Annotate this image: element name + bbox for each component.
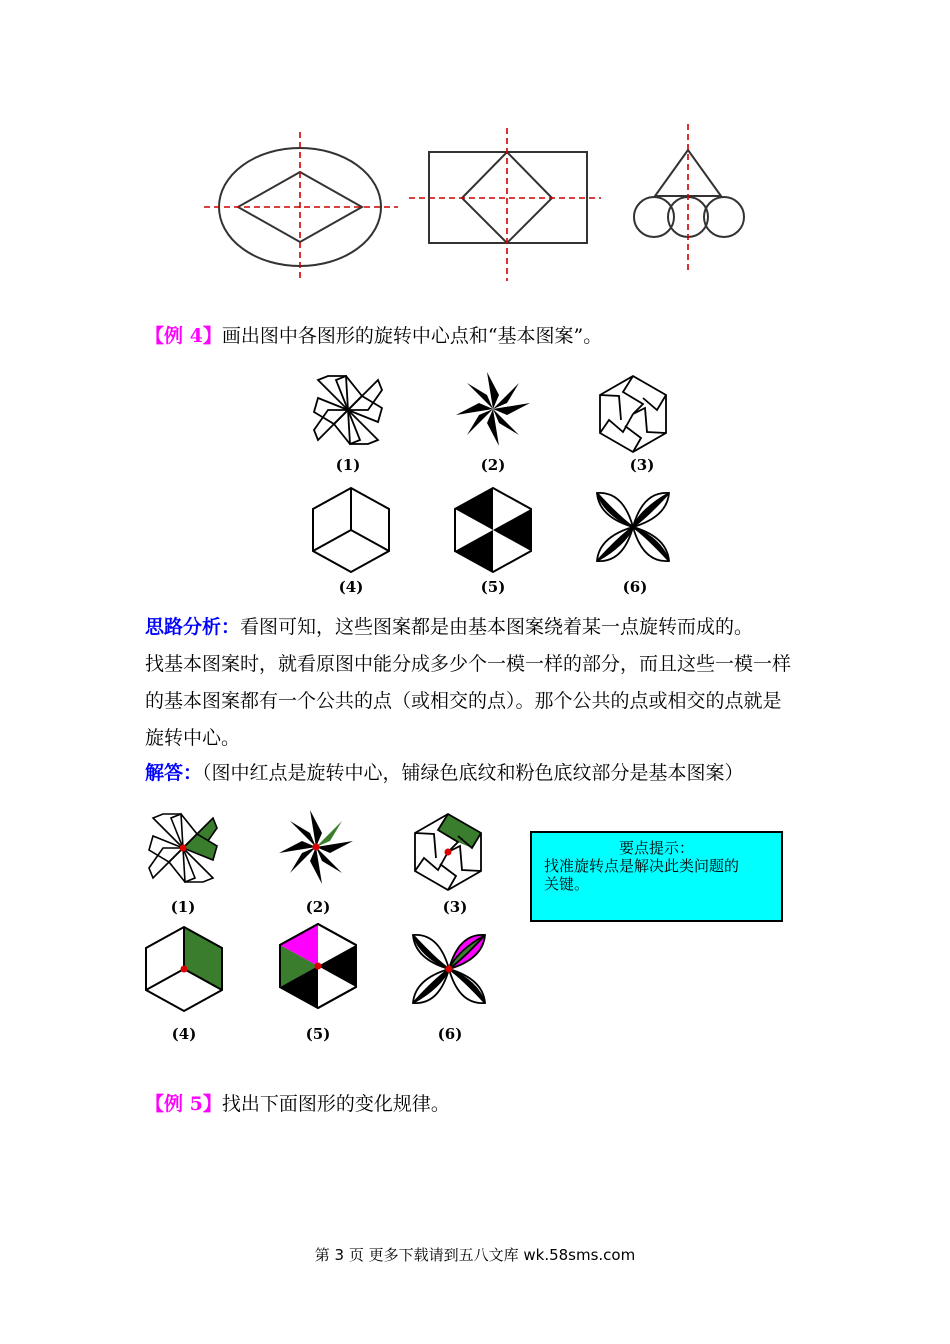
- answer-label-2: (2): [305, 898, 331, 916]
- answer-figure-1: [149, 814, 217, 882]
- tip-box: [530, 831, 783, 922]
- answer-label-3: (3): [442, 898, 468, 916]
- answer-figure-2: [279, 810, 353, 884]
- answer-figure-6: [413, 935, 485, 1003]
- example5-tag: 【例 5】: [145, 1093, 222, 1115]
- example4-text: 画出图中各图形的旋转中心点和“基本图案”。: [221, 325, 603, 347]
- tip-title: 要点提示：: [618, 839, 694, 857]
- answer-label-5: (5): [305, 1025, 331, 1043]
- figure-label-4: (4): [338, 578, 364, 596]
- example5-text: 找出下面图形的变化规律。: [221, 1093, 450, 1115]
- figure-label-1: (1): [335, 456, 361, 474]
- figure-label-6: (6): [622, 578, 648, 596]
- answer-label-6: (6): [437, 1025, 463, 1043]
- answer-figure-5: [280, 924, 356, 1008]
- example4-tag: 【例 4】: [145, 325, 222, 347]
- analysis-line-2: 找基本图案时，就看原图中能分成多少个一模一样的部分，而且这些一模一样: [145, 653, 792, 675]
- answer-figure-4: [146, 927, 222, 1011]
- tip-body-1: 找准旋转点是解决此类问题的: [544, 857, 740, 875]
- analysis-text-1: 看图可知，这些图案都是由基本图案绕着某一点旋转而成的。: [240, 616, 754, 638]
- answer-label-4: (4): [171, 1025, 197, 1043]
- answer-text: （图中红点是旋转中心，铺绿色底纹和粉色底纹部分是基本图案）: [202, 762, 744, 784]
- page-footer: 第 3 页 更多下载请到五八文库 wk.58sms.com: [314, 1246, 636, 1264]
- figure-label-3: (3): [629, 456, 655, 474]
- analysis-label: 思路分析：: [145, 616, 241, 638]
- analysis-line-4: 旋转中心。: [145, 727, 241, 749]
- answer-figure-3: [415, 814, 481, 890]
- figure-label-5: (5): [480, 578, 506, 596]
- answer-label: 解答：: [145, 762, 203, 784]
- analysis-line-3: 的基本图案都有一个公共的点（或相交的点）。那个公共的点或相交的点就是: [145, 690, 782, 712]
- tip-body-2: 关键。: [544, 875, 590, 893]
- figure-label-2: (2): [480, 456, 506, 474]
- answer-label-1: (1): [170, 898, 196, 916]
- example5-line: [145, 1086, 450, 1123]
